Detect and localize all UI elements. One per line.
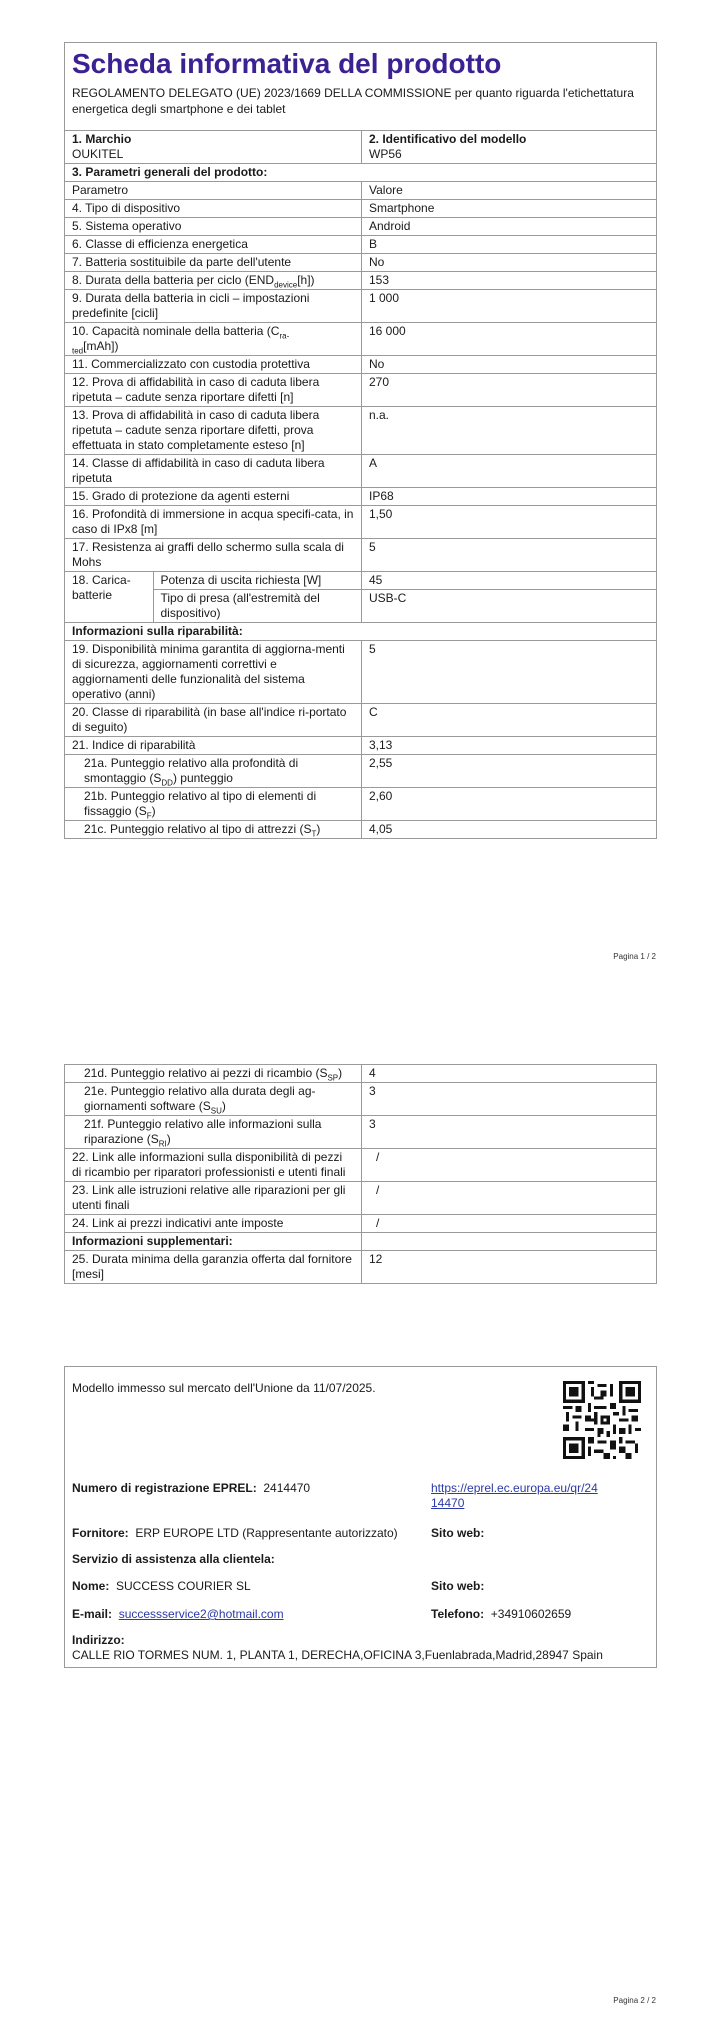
- row-value: No: [362, 254, 657, 272]
- row-value: /: [362, 1149, 657, 1182]
- row-label: 21. Indice di riparabilità: [65, 737, 362, 755]
- row-label: [65, 788, 362, 821]
- table-row: [65, 1083, 657, 1116]
- row-value: Android: [362, 218, 657, 236]
- row-label: [65, 272, 362, 290]
- table-row: [65, 290, 657, 323]
- row-label: [65, 755, 362, 788]
- table-row: [65, 755, 657, 788]
- qr-code-icon[interactable]: [563, 1381, 641, 1459]
- table-row: [65, 488, 657, 506]
- row-value: Smartphone: [362, 200, 657, 218]
- page-number-1: Pagina 1 / 2: [613, 952, 656, 961]
- product-table-page2: [64, 1064, 657, 1284]
- row-label: 24. Link ai prezzi indicativi ante imposte: [65, 1215, 362, 1233]
- row-value: C: [362, 704, 657, 737]
- row-label: 7. Batteria sostituibile da parte dell'utente: [65, 254, 362, 272]
- table-header-row: [65, 182, 657, 200]
- table-row: [65, 821, 657, 839]
- label-subscript: DD: [161, 778, 173, 788]
- label-text: ) punteggio: [172, 771, 233, 785]
- table-row: [65, 356, 657, 374]
- row-value: IP68: [362, 488, 657, 506]
- section-repair: Informazioni sulla riparabilità:: [65, 623, 657, 641]
- table-row: [65, 323, 657, 356]
- row-label: 19. Disponibilità minima garantita di aggiorna-menti di sicurezza, aggiornamenti correttivi e aggiornamenti delle funzionalità del sistema operativo (anni): [65, 641, 362, 704]
- row-value: 4,05: [362, 821, 657, 839]
- row-value: 270: [362, 374, 657, 407]
- row-label: 25. Durata minima della garanzia offerta dal fornitore [mesi]: [65, 1251, 362, 1284]
- table-row: [65, 218, 657, 236]
- phone-label: Telefono:: [431, 1607, 485, 1621]
- section-extra: Informazioni supplementari:: [65, 1233, 362, 1251]
- brand-cell: [65, 131, 362, 164]
- empty-cell: [362, 1233, 657, 1251]
- row-label: [65, 1065, 362, 1083]
- email-link[interactable]: successservice2@hotmail.com: [118, 1607, 284, 1621]
- row-label: 23. Link alle istruzioni relative alle riparazioni per gli utenti finali: [65, 1182, 362, 1215]
- address-label: Indirizzo:: [72, 1633, 125, 1647]
- row-value: 5: [362, 641, 657, 704]
- row-label: 15. Grado di protezione da agenti esterni: [65, 488, 362, 506]
- label-text: 8. Durata della batteria per ciclo (END: [72, 273, 275, 287]
- row-label: 5. Sistema operativo: [65, 218, 362, 236]
- row-value: A: [362, 455, 657, 488]
- row-value: 3: [362, 1116, 657, 1149]
- name-label: Nome:: [72, 1579, 110, 1593]
- row-label: [65, 821, 362, 839]
- row-value: 3: [362, 1083, 657, 1116]
- table-row: [65, 1182, 657, 1215]
- product-table-page1: [64, 130, 657, 839]
- table-row: [65, 1149, 657, 1182]
- document-header: [64, 42, 657, 130]
- table-row: [65, 272, 657, 290]
- row-label: 14. Classe di affidabilità in caso di caduta libera ripetuta: [65, 455, 362, 488]
- table-row: [65, 641, 657, 704]
- table-row: [65, 788, 657, 821]
- table-row: [65, 1116, 657, 1149]
- row-label: [65, 1083, 362, 1116]
- charger-plug-value: USB-C: [369, 591, 407, 605]
- eprel-label: Numero di registrazione EPREL:: [72, 1481, 257, 1495]
- label-text: 21e. Punteggio relativo alla durata degli ag-giornamenti software (S: [84, 1084, 316, 1113]
- row-value: 2,60: [362, 788, 657, 821]
- eprel-link[interactable]: [431, 1481, 598, 1511]
- charger-label: 18. Carica-batterie: [65, 572, 153, 622]
- label-subscript: ra-: [279, 331, 290, 341]
- row-label: 16. Profondità di immersione in acqua specifi-cata, in caso di IPx8 [m]: [65, 506, 362, 539]
- table-row: [65, 737, 657, 755]
- label-text: 21f. Punteggio relativo alle informazioni sulla riparazione (S: [84, 1117, 322, 1146]
- row-value: 153: [362, 272, 657, 290]
- table-row: [65, 131, 657, 164]
- model-value: WP56: [369, 147, 402, 161]
- name-value: SUCCESS COURIER SL: [116, 1579, 251, 1593]
- section-row: [65, 623, 657, 641]
- eprel-link-line1[interactable]: https://eprel.ec.europa.eu/qr/24: [431, 1481, 598, 1495]
- website-label: Sito web:: [431, 1526, 485, 1540]
- row-label: 6. Classe di efficienza energetica: [65, 236, 362, 254]
- row-value: 5: [362, 539, 657, 572]
- regulation-subtitle: REGOLAMENTO DELEGATO (UE) 2023/1669 DELLA COMMISSIONE per quanto riguarda l'etichettatura energetica degli smartphone e dei tablet: [72, 86, 634, 116]
- label-text: ): [221, 1099, 226, 1113]
- label-text: [mAh]): [83, 339, 119, 353]
- name-row: [72, 1579, 251, 1594]
- charger-plug-label: Tipo di presa (all'estremità del dispositivo): [153, 590, 361, 623]
- row-label: 20. Classe di riparabilità (in base all'indice ri-portato di seguito): [65, 704, 362, 737]
- label-subscript: RI: [158, 1139, 167, 1149]
- brand-label: 1. Marchio: [72, 132, 132, 146]
- model-cell: [362, 131, 657, 164]
- section-row: [65, 164, 657, 182]
- row-label: [65, 1116, 362, 1149]
- supplier-row: [72, 1526, 398, 1541]
- website-label-2: Sito web:: [431, 1579, 485, 1593]
- address-value: CALLE RIO TORMES NUM. 1, PLANTA 1, DERECHA,OFICINA 3,Fuenlabrada,Madrid,28947 Spain: [72, 1648, 603, 1662]
- row-value: 4: [362, 1065, 657, 1083]
- label-subscript: SU: [210, 1106, 222, 1116]
- section-row: [65, 1233, 657, 1251]
- table-row: [65, 455, 657, 488]
- label-text: 21a. Punteggio relativo alla profondità di smontaggio (S: [84, 756, 299, 785]
- table-row: [65, 572, 657, 623]
- row-value: 16 000: [362, 323, 657, 356]
- table-row: [65, 236, 657, 254]
- brand-value: OUKITEL: [72, 147, 124, 161]
- charger-subtable: [65, 572, 361, 622]
- table-row: [65, 539, 657, 572]
- label-text: ): [151, 804, 156, 818]
- model-label: 2. Identificativo del modello: [369, 132, 527, 146]
- label-text: 21c. Punteggio relativo al tipo di attrezzi (S: [84, 822, 312, 836]
- label-subscript: F: [146, 811, 152, 821]
- eprel-link-line2[interactable]: 14470: [431, 1496, 465, 1510]
- table-row: [65, 506, 657, 539]
- label-subscript: T: [311, 829, 317, 839]
- row-value: /: [362, 1215, 657, 1233]
- table-row: [65, 254, 657, 272]
- row-value: 2,55: [362, 755, 657, 788]
- label-text: [h]): [297, 273, 315, 287]
- table-row: [65, 200, 657, 218]
- market-date-text: Modello immesso sul mercato dell'Unione da 11/07/2025.: [72, 1381, 376, 1395]
- eprel-row: [72, 1481, 310, 1496]
- label-subscript: device: [274, 280, 298, 290]
- label-text: ): [316, 822, 321, 836]
- charger-power-label: Potenza di uscita richiesta [W]: [153, 572, 361, 590]
- page-title: Scheda informativa del prodotto: [72, 48, 502, 79]
- eprel-number: 2414470: [263, 1481, 311, 1495]
- label-subscript: SP: [327, 1073, 339, 1083]
- row-label: 9. Durata della batteria in cicli – impostazioni predefinite [cicli]: [65, 290, 362, 323]
- table-row: [65, 704, 657, 737]
- row-label: 12. Prova di affidabilità in caso di caduta libera ripetuta – cadute senza riportare difetti [n]: [65, 374, 362, 407]
- customer-service-title: Servizio di assistenza alla clientela:: [72, 1552, 275, 1566]
- row-value: 12: [362, 1251, 657, 1284]
- email-row: [72, 1607, 284, 1622]
- column-header-param: Parametro: [65, 182, 362, 200]
- row-label: 22. Link alle informazioni sulla disponibilità di pezzi di ricambio per riparatori professionisti e utenti finali: [65, 1149, 362, 1182]
- supplier-value: ERP EUROPE LTD (Rappresentante autorizzato): [135, 1526, 398, 1540]
- row-value: 1,50: [362, 506, 657, 539]
- row-value: /: [362, 1182, 657, 1215]
- row-label: 17. Resistenza ai graffi dello schermo sulla scala di Mohs: [65, 539, 362, 572]
- row-label: 13. Prova di affidabilità in caso di caduta libera ripetuta – cadute senza riportare difetti, prova effettuata in stato completamente esteso [n]: [65, 407, 362, 455]
- email-label: E-mail:: [72, 1607, 113, 1621]
- table-row: [65, 374, 657, 407]
- market-info-box: [64, 1366, 657, 1668]
- row-value: n.a.: [362, 407, 657, 455]
- row-value: 3,13: [362, 737, 657, 755]
- row-value: 1 000: [362, 290, 657, 323]
- label-subscript: ted: [72, 346, 84, 356]
- row-value: No: [362, 356, 657, 374]
- table-row: [65, 572, 361, 590]
- row-label: 4. Tipo di dispositivo: [65, 200, 362, 218]
- charger-values: [362, 572, 657, 623]
- label-text: ): [166, 1132, 171, 1146]
- label-text: 21b. Punteggio relativo al tipo di elementi di fissaggio (S: [84, 789, 317, 818]
- table-row: [65, 1065, 657, 1083]
- table-row: [65, 407, 657, 455]
- column-header-value: Valore: [362, 182, 657, 200]
- table-row: [65, 1251, 657, 1284]
- label-text: ): [338, 1066, 343, 1080]
- row-label: [65, 323, 362, 356]
- label-text: 10. Capacità nominale della batteria (C: [72, 324, 280, 338]
- section-general: 3. Parametri generali del prodotto:: [65, 164, 657, 182]
- charger-power-value: 45: [362, 572, 656, 590]
- row-value: B: [362, 236, 657, 254]
- charger-cell: [65, 572, 362, 623]
- phone-row: [431, 1607, 571, 1622]
- page-number-2: Pagina 2 / 2: [613, 1996, 656, 2005]
- row-label: 11. Commercializzato con custodia protettiva: [65, 356, 362, 374]
- phone-value: +34910602659: [490, 1607, 572, 1621]
- label-text: 21d. Punteggio relativo ai pezzi di ricambio (S: [84, 1066, 328, 1080]
- supplier-label: Fornitore:: [72, 1526, 129, 1540]
- table-row: [65, 1215, 657, 1233]
